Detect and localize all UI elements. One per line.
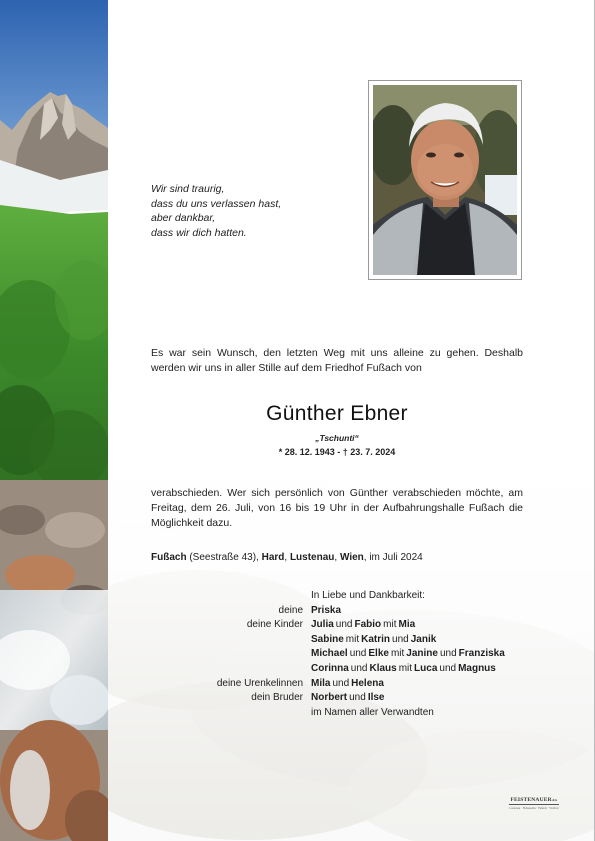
mourner-connector: mit <box>383 619 397 631</box>
logo-locations: Lustenau · Hohenems · Fußach · Wolfurt <box>509 806 559 810</box>
mourner-name: Luca <box>414 662 438 674</box>
mourner-connector: und <box>439 648 457 660</box>
place-separator: , <box>284 552 290 563</box>
mourner-row <box>151 633 531 648</box>
mourner-connector: mit <box>390 648 405 660</box>
place-date: , im Juli 2024 <box>363 552 423 563</box>
place-town: Hard <box>261 552 285 563</box>
mourner-names <box>311 677 386 692</box>
place-date-line <box>151 552 523 563</box>
mourner-row <box>151 662 531 677</box>
poem <box>151 182 351 240</box>
mourner-name: Julia <box>311 619 334 631</box>
mourner-row <box>151 604 531 619</box>
poem-line: dass wir dich hatten. <box>151 226 247 239</box>
mourner-connector: und <box>392 633 409 645</box>
mourner-name: Mila <box>311 677 331 689</box>
mourner-name: Sabine <box>311 633 344 645</box>
mourner-names <box>311 633 438 648</box>
mourner-row <box>151 706 531 721</box>
mourner-name: Magnus <box>458 662 496 674</box>
life-dates: * 28. 12. 1943 - † 23. 7. 2024 <box>278 447 396 457</box>
mourner-row <box>151 618 531 633</box>
poem-line: Wir sind traurig, <box>151 183 225 195</box>
mourner-names <box>311 662 498 677</box>
mourner-name: Michael <box>311 648 348 660</box>
mourner-name: Elke <box>368 648 389 660</box>
place-separator: , <box>334 552 340 563</box>
mourner-row <box>151 647 531 662</box>
mourner-name: Fabio <box>354 619 382 631</box>
mourner-names <box>311 618 417 633</box>
mourner-connector: mit <box>398 662 413 674</box>
mourner-names <box>311 691 387 706</box>
portrait-image <box>373 85 517 275</box>
mourner-name: Janik <box>410 633 437 645</box>
place-town: Lustenau <box>289 552 335 563</box>
mourner-name: Franziska <box>458 648 505 660</box>
poem-line: dass du uns verlassen hast, <box>151 197 282 210</box>
mourner-name: Janine <box>406 648 438 660</box>
mourner-name: Norbert <box>311 692 348 704</box>
mourner-name: Corinna <box>311 662 349 674</box>
mourner-connector: und <box>332 677 350 689</box>
poem-line: aber dankbar, <box>151 212 216 224</box>
mourner-row <box>151 691 531 706</box>
deceased-name: Günther Ebner <box>266 402 408 425</box>
mourner-connector: und <box>349 648 367 660</box>
mourner-connector: und <box>349 692 366 704</box>
relation-label: dein Bruder <box>251 692 303 704</box>
mourner-connector: mit <box>345 633 360 645</box>
farewell-paragraph: verabschieden. Wer sich persönlich von Günther verabschieden möchte, am Freitag, dem 26. Juli, von 16 bis 19 Uhr in der Aufbahrungshalle Fußach die Möglichkeit dazu. <box>151 487 523 529</box>
mourner-connector: und <box>350 662 368 674</box>
mourner-connector: und <box>439 662 457 674</box>
intro-paragraph: Es war sein Wunsch, den letzten Weg mit uns alleine zu gehen. Deshalb werden wir uns in aller Stille auf dem Friedhof Fußach von <box>151 347 523 374</box>
mourners-heading-row <box>151 589 531 604</box>
funeral-home-logo <box>509 797 559 810</box>
mourner-connector: im Namen aller Verwandten <box>311 706 434 718</box>
mountain-landscape-strip <box>0 0 108 841</box>
portrait-photo <box>368 80 522 280</box>
mourner-name: Helena <box>351 677 384 689</box>
mourner-row <box>151 677 531 692</box>
place-address: (Seestraße 43), <box>186 552 262 563</box>
relation-label: deine Urenkelinnen <box>216 677 303 689</box>
mourner-name: Ilse <box>367 692 385 704</box>
mourner-name: Katrin <box>361 633 391 645</box>
mourner-name: Priska <box>311 604 342 616</box>
deceased-nickname: „Tschunti“ <box>315 433 359 443</box>
mourner-names <box>311 604 343 619</box>
mourner-names <box>311 706 436 721</box>
place-town: Wien <box>339 552 364 563</box>
logo-suffix: AG <box>551 798 558 802</box>
logo-name: FEISTENAUER <box>510 797 552 803</box>
mourner-name: Klaus <box>369 662 397 674</box>
relation-label: deine <box>278 604 303 616</box>
mourners-list <box>151 589 531 720</box>
place-town: Fußach <box>151 552 187 563</box>
mourner-name: Mia <box>398 619 416 631</box>
logo-wordmark <box>509 797 559 805</box>
relation-label: deine Kinder <box>246 619 303 631</box>
mourners-heading: In Liebe und Dankbarkeit: <box>311 590 425 601</box>
mourner-connector: und <box>335 619 353 631</box>
mourner-names <box>311 647 507 662</box>
